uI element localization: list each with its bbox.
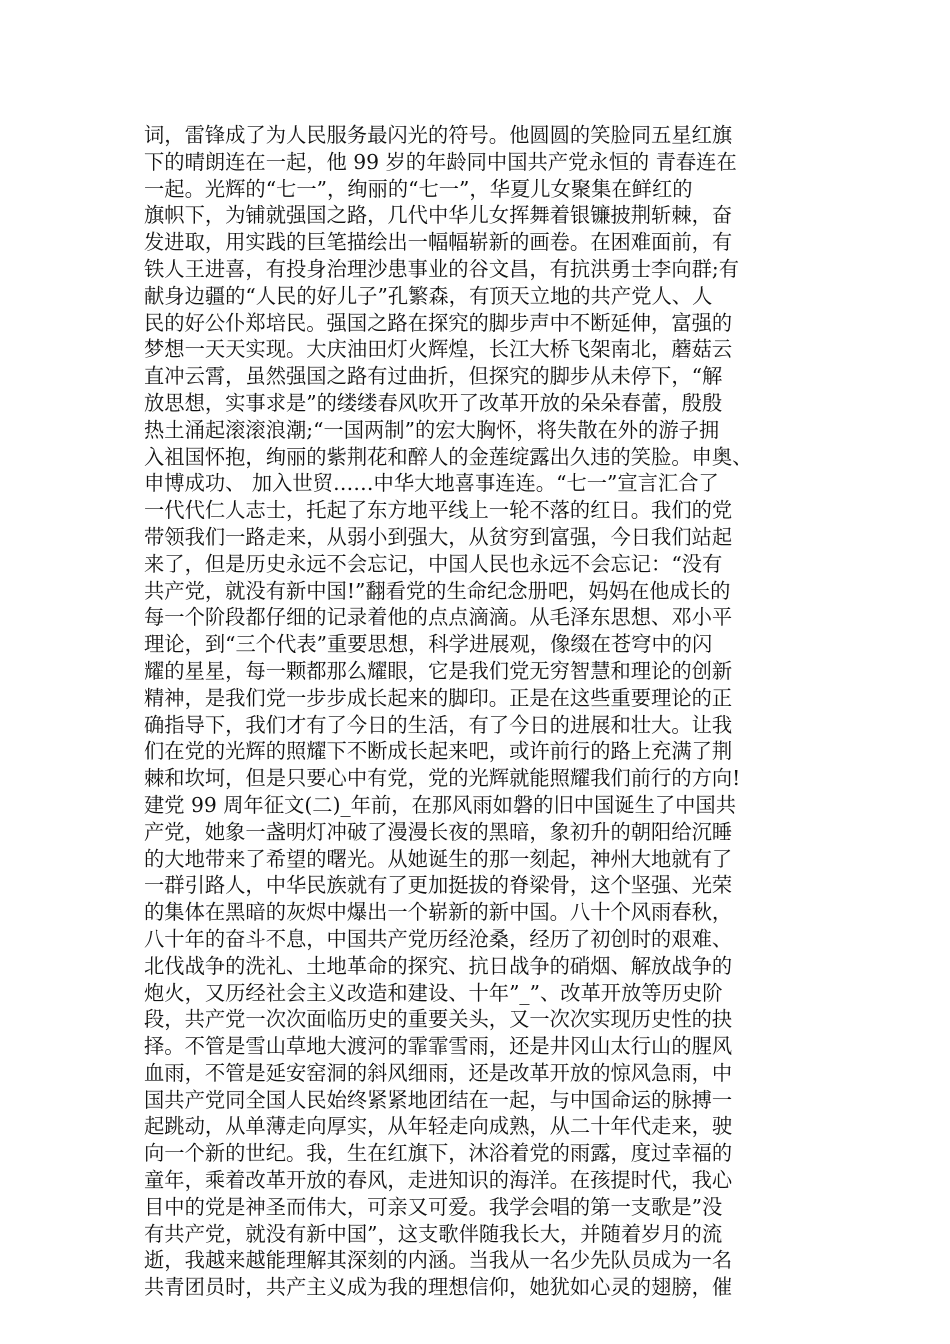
text-line: 一群引路人，中华民族就有了更加挺拔的脊梁骨，这个坚强、光荣	[144, 873, 733, 898]
text-line: 们在党的光辉的照耀下不断成长起来吧，或许前行的路上充满了荆	[144, 739, 733, 764]
text-line: 精神，是我们党一步步成长起来的脚印。正是在这些重要理论的正	[144, 685, 733, 710]
text-line: 共产党，就没有新中国!”翻看党的生命纪念册吧，妈妈在他成长的	[144, 578, 731, 603]
text-line: 每一个阶段都仔细的记录着他的点点滴滴。从毛泽东思想、邓小平	[144, 605, 733, 630]
text-line: 梦想一天天实现。大庆油田灯火辉煌，长江大桥飞架南北，蘑菇云	[144, 337, 733, 362]
text-line: 起跳动，从单薄走向厚实，从年轻走向成熟，从二十年代走来，驶	[144, 1114, 733, 1139]
text-line: 献身边疆的“人民的好儿子”孔繁森，有顶天立地的共产党人、人	[144, 283, 713, 308]
text-line: 北伐战争的洗礼、土地革命的探究、抗日战争的硝烟、解放战争的	[144, 953, 733, 978]
text-line: 耀的星星，每一颗都那么耀眼，它是我们党无穷智慧和理论的创新	[144, 658, 733, 683]
text-line: 炮火，又历经社会主义改造和建设、十年”_”、改革开放等历史阶	[144, 980, 723, 1005]
text-line: 国共产党同全国人民始终紧紧地团结在一起，与中国命运的脉搏一	[144, 1087, 733, 1112]
text-line: 择。不管是雪山草地大渡河的霏霏雪雨，还是井冈山太行山的腥风	[144, 1034, 733, 1059]
text-line: 放思想，实事求是”的缕缕春风吹开了改革开放的朵朵春蕾，殷殷	[144, 390, 723, 415]
text-line: 理论，到“三个代表”重要思想，科学进展观，像缀在苍穹中的闪	[144, 632, 713, 657]
text-line: 铁人王进喜，有投身治理沙患事业的谷文昌，有抗洪勇士李向群;有	[144, 256, 739, 281]
text-line: 段，共产党一次次面临历史的重要关头，又一次次实现历史性的抉	[144, 1007, 733, 1032]
text-line: 童年，乘着改革开放的春风，走进知识的海洋。在孩提时代，我心	[144, 1168, 733, 1193]
text-line: 一起。光辉的“七一”，绚丽的“七一”，华夏儿女聚集在鲜红的	[144, 176, 693, 201]
text-line: 带领我们一路走来，从弱小到强大，从贫穷到富强，今日我们站起	[144, 524, 733, 549]
text-line: 的大地带来了希望的曙光。从她诞生的那一刻起，神州大地就有了	[144, 846, 733, 871]
text-line: 棘和坎坷，但是只要心中有党，党的光辉就能照耀我们前行的方向!	[144, 766, 741, 791]
text-line: 的集体在黑暗的灰烬中爆出一个崭新的新中国。八十个风雨春秋，	[144, 900, 733, 925]
text-line: 旗帜下，为铺就强国之路，几代中华儿女挥舞着银镰披荆斩棘，奋	[144, 203, 733, 228]
text-line: 共青团员时，共产主义成为我的理想信仰，她犹如心灵的翅膀，催	[144, 1275, 733, 1300]
text-line: 民的好公仆郑培民。强国之路在探究的脚步声中不断延伸，富强的	[144, 310, 733, 335]
text-line: 下的晴朗连在一起，他 99 岁的年龄同中国共产党永恒的 青春连在	[144, 149, 737, 174]
text-line: 逝，我越来越能理解其深刻的内涵。当我从一名少先队员成为一名	[144, 1248, 733, 1273]
text-line: 有共产党，就没有新中国”，这支歌伴随我长大，并随着岁月的流	[144, 1221, 723, 1246]
text-line: 确指导下，我们才有了今日的生活，有了今日的进展和壮大。让我	[144, 712, 733, 737]
text-line: 一代代仁人志士，托起了东方地平线上一轮不落的红日。我们的党	[144, 498, 733, 523]
text-line: 产党，她象一盏明灯冲破了漫漫长夜的黑暗，象初升的朝阳给沉睡	[144, 819, 733, 844]
text-line: 向一个新的世纪。我，生在红旗下，沐浴着党的雨露，度过幸福的	[144, 1141, 733, 1166]
text-line: 八十年的奋斗不息，中国共产党历经沧桑，经历了初创时的艰难、	[144, 926, 733, 951]
text-line: 词，雷锋成了为人民服务最闪光的符号。他圆圆的笑脸同五星红旗	[144, 123, 733, 147]
text-line: 入祖国怀抱，绚丽的紫荆花和醉人的金莲绽露出久违的笑脸。申奥、	[144, 444, 753, 469]
text-line: 目中的党是神圣而伟大，可亲又可爱。我学会唱的第一支歌是”没	[144, 1194, 723, 1219]
text-line: 发进取，用实践的巨笔描绘出一幅幅崭新的画卷。在困难面前，有	[144, 230, 733, 255]
text-line: 热土涌起滚滚浪潮;“一国两制”的宏大胸怀，将失散在外的游子拥	[144, 417, 720, 442]
text-line: 来了，但是历史永远不会忘记，中国人民也永远不会忘记：“没有	[144, 551, 723, 576]
text-line: 建党 99 周年征文(二)_年前，在那风雨如磐的旧中国诞生了中国共	[144, 792, 736, 817]
text-line: 申博成功、 加入世贸……中华大地喜事连连。“七一”宣言汇合了	[144, 471, 719, 496]
text-line: 血雨，不管是延安窑洞的斜风细雨，还是改革开放的惊风急雨，中	[144, 1060, 733, 1085]
text-line: 直冲云霄，虽然强国之路有过曲折，但探究的脚步从未停下，“解	[144, 364, 723, 389]
body-text	[144, 122, 824, 1301]
